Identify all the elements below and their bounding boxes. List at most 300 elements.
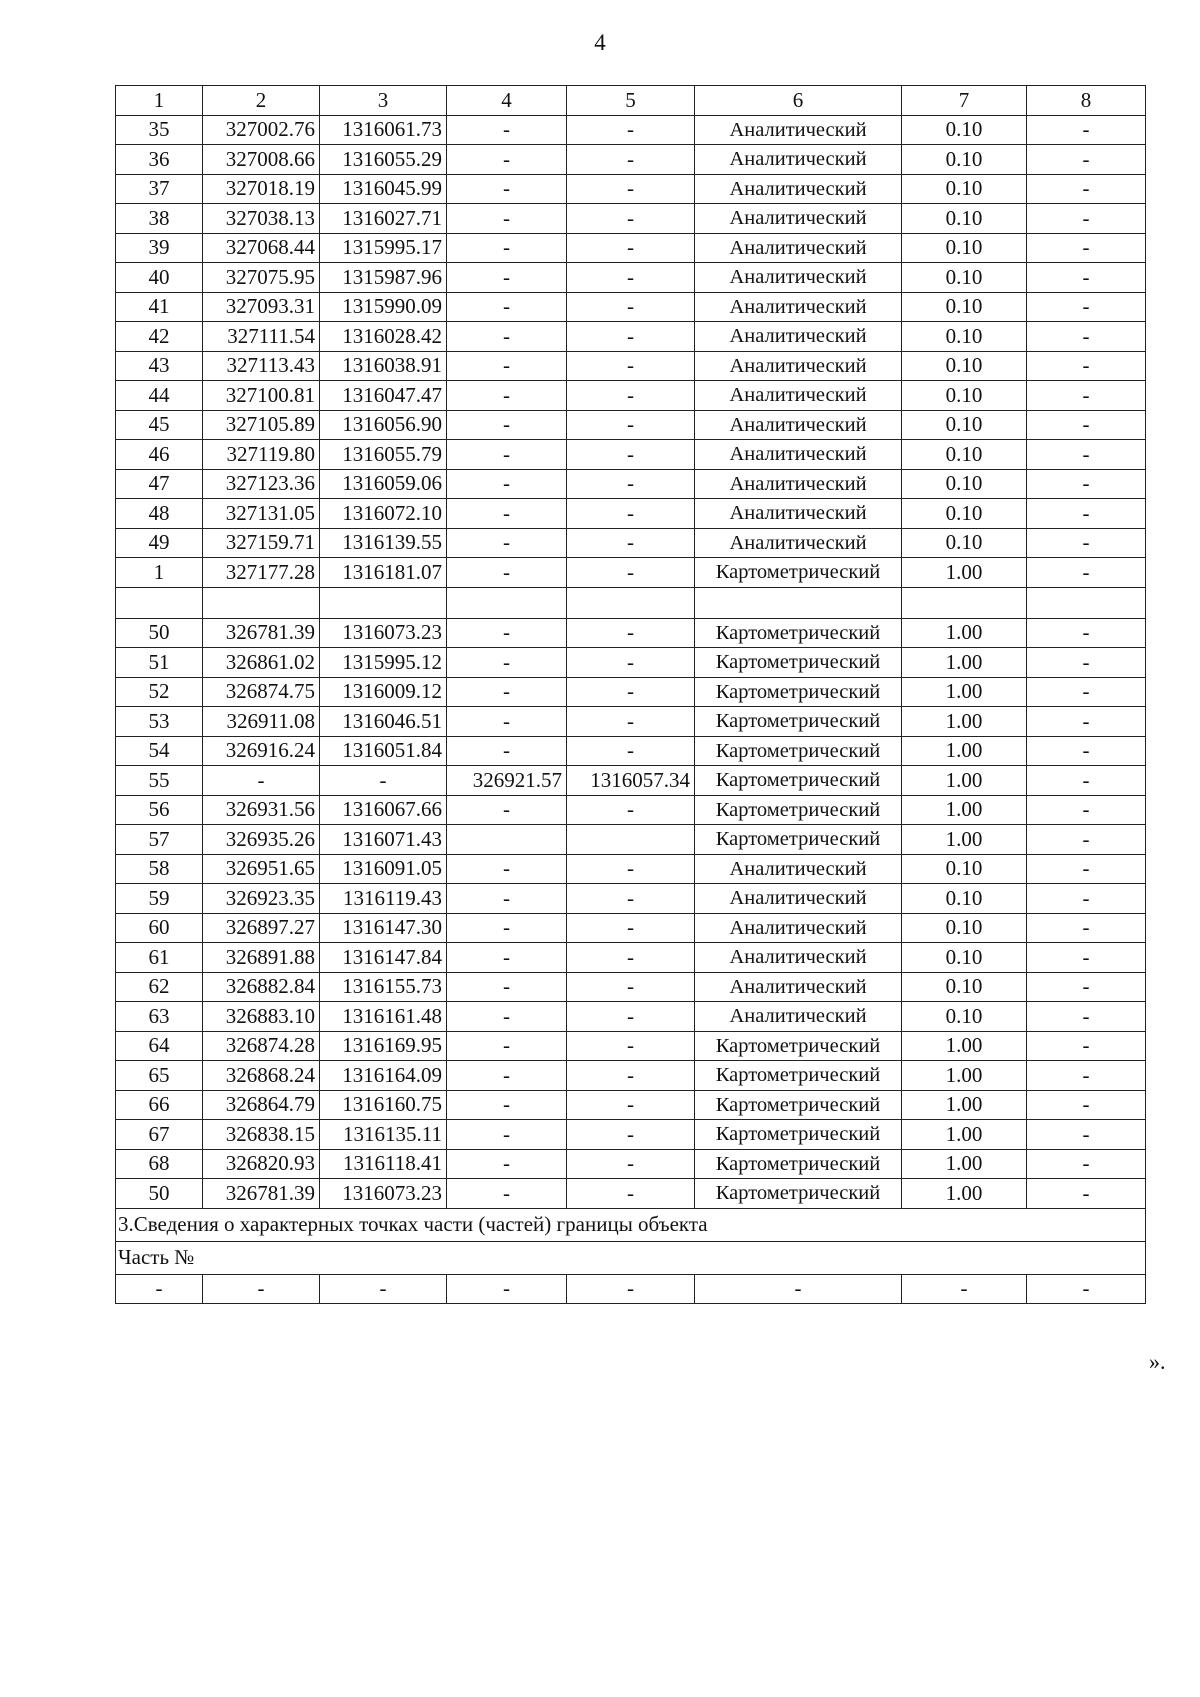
cell-y-coordinate: 1316091.05 — [320, 854, 447, 884]
cell-accuracy: 0.10 — [902, 292, 1027, 322]
cell-y-new-coordinate: - — [567, 174, 695, 204]
cell-x-coordinate: 327075.95 — [203, 263, 320, 293]
table-row — [116, 618, 1146, 648]
closing-quote-mark: ». — [1149, 1349, 1166, 1374]
cell-method: Аналитический — [695, 115, 902, 145]
cell-point-number: 63 — [116, 1002, 203, 1032]
table-row — [116, 499, 1146, 529]
cell-y-new-coordinate: - — [567, 707, 695, 737]
cell-point-number: 37 — [116, 174, 203, 204]
cell-y-new-coordinate: 1316057.34 — [567, 766, 695, 796]
cell-accuracy: 1.00 — [902, 795, 1027, 825]
cell-accuracy: 1.00 — [902, 618, 1027, 648]
table-row — [116, 1179, 1146, 1209]
cell-y-coordinate: 1316169.95 — [320, 1031, 447, 1061]
table-row — [116, 174, 1146, 204]
cell-point-number: 46 — [116, 440, 203, 470]
cell-method: Аналитический — [695, 263, 902, 293]
cell-method: Аналитический — [695, 145, 902, 175]
cell-y-new-coordinate: - — [567, 351, 695, 381]
cell-y-coordinate: 1316055.79 — [320, 440, 447, 470]
cell-method: Аналитический — [695, 233, 902, 263]
cell-x-coordinate: 326897.27 — [203, 913, 320, 943]
cell-y-coordinate: 1315995.12 — [320, 648, 447, 678]
cell-y-new-coordinate: - — [567, 1274, 695, 1304]
table-row — [116, 145, 1146, 175]
cell-method: Аналитический — [695, 943, 902, 973]
cell-y-new-coordinate: - — [567, 410, 695, 440]
cell-y-coordinate: 1316047.47 — [320, 381, 447, 411]
cell-x-new-coordinate: - — [447, 618, 567, 648]
cell-accuracy: 1.00 — [902, 1061, 1027, 1091]
cell-x-new-coordinate: - — [447, 115, 567, 145]
cell-y-new-coordinate: - — [567, 322, 695, 352]
cell-y-new-coordinate: - — [567, 677, 695, 707]
cell-accuracy: 1.00 — [902, 707, 1027, 737]
column-header: 2 — [203, 86, 320, 116]
part-row — [116, 1274, 1146, 1304]
cell-y-coordinate: 1316073.23 — [320, 1179, 447, 1209]
cell-x-new-coordinate: - — [447, 145, 567, 175]
cell-x-coordinate: 326838.15 — [203, 1120, 320, 1150]
cell-description: - — [1027, 1120, 1146, 1150]
cell-accuracy: 0.10 — [902, 381, 1027, 411]
cell-method: Аналитический — [695, 469, 902, 499]
cell-method: Картометрический — [695, 736, 902, 766]
cell-method: Картометрический — [695, 1090, 902, 1120]
table-row — [116, 233, 1146, 263]
cell-point-number: 47 — [116, 469, 203, 499]
cell-x-new-coordinate: - — [447, 1090, 567, 1120]
cell-method: Аналитический — [695, 351, 902, 381]
cell-x-new-coordinate: - — [447, 884, 567, 914]
cell-point-number: 60 — [116, 913, 203, 943]
cell-y-new-coordinate: - — [567, 913, 695, 943]
cell-x-new-coordinate: - — [447, 233, 567, 263]
cell-description: - — [1027, 1149, 1146, 1179]
table-body — [116, 86, 1146, 1304]
cell-description: - — [1027, 440, 1146, 470]
cell-point-number: 49 — [116, 528, 203, 558]
cell-accuracy: 0.10 — [902, 972, 1027, 1002]
cell-x-new-coordinate: - — [447, 1002, 567, 1032]
cell-y-new-coordinate — [567, 825, 695, 855]
cell-accuracy: 1.00 — [902, 766, 1027, 796]
table-row — [116, 707, 1146, 737]
section-title: 3.Сведения о характерных точках части (частей) границы объекта — [116, 1208, 1146, 1241]
cell-x-coordinate: 327131.05 — [203, 499, 320, 529]
cell-y-new-coordinate: - — [567, 1179, 695, 1209]
cell-point-number — [116, 587, 203, 618]
table-row — [116, 1090, 1146, 1120]
cell-x-coordinate: 327111.54 — [203, 322, 320, 352]
cell-method: Аналитический — [695, 174, 902, 204]
cell-x-coordinate — [203, 587, 320, 618]
cell-x-new-coordinate — [447, 587, 567, 618]
cell-y-coordinate: - — [320, 766, 447, 796]
cell-description: - — [1027, 736, 1146, 766]
cell-accuracy: 0.10 — [902, 410, 1027, 440]
cell-y-coordinate: 1315990.09 — [320, 292, 447, 322]
cell-y-coordinate: 1316059.06 — [320, 469, 447, 499]
cell-x-coordinate: - — [203, 1274, 320, 1304]
cell-x-new-coordinate: - — [447, 1179, 567, 1209]
cell-accuracy: 0.10 — [902, 322, 1027, 352]
cell-method: Картометрический — [695, 648, 902, 678]
cell-x-new-coordinate: - — [447, 795, 567, 825]
cell-point-number: 56 — [116, 795, 203, 825]
cell-description: - — [1027, 1031, 1146, 1061]
cell-method: Аналитический — [695, 322, 902, 352]
cell-x-new-coordinate: - — [447, 707, 567, 737]
cell-x-coordinate: 326882.84 — [203, 972, 320, 1002]
cell-x-coordinate: 327038.13 — [203, 204, 320, 234]
cell-x-coordinate: 327100.81 — [203, 381, 320, 411]
cell-x-new-coordinate: - — [447, 1120, 567, 1150]
cell-description: - — [1027, 204, 1146, 234]
cell-accuracy: 0.10 — [902, 943, 1027, 973]
cell-x-coordinate: 327113.43 — [203, 351, 320, 381]
cell-y-coordinate: 1316139.55 — [320, 528, 447, 558]
cell-accuracy: 0.10 — [902, 204, 1027, 234]
cell-method: Аналитический — [695, 972, 902, 1002]
cell-y-coordinate: 1316073.23 — [320, 618, 447, 648]
cell-description: - — [1027, 499, 1146, 529]
cell-x-coordinate: 326868.24 — [203, 1061, 320, 1091]
cell-y-coordinate: 1316164.09 — [320, 1061, 447, 1091]
cell-x-coordinate: 326861.02 — [203, 648, 320, 678]
cell-point-number: 52 — [116, 677, 203, 707]
cell-y-coordinate: 1316071.43 — [320, 825, 447, 855]
cell-x-coordinate: 326781.39 — [203, 1179, 320, 1209]
cell-point-number: - — [116, 1274, 203, 1304]
cell-method: Картометрический — [695, 707, 902, 737]
cell-description: - — [1027, 528, 1146, 558]
cell-description: - — [1027, 292, 1146, 322]
cell-method: Аналитический — [695, 410, 902, 440]
cell-x-new-coordinate: - — [447, 204, 567, 234]
header-row — [116, 86, 1146, 116]
cell-x-new-coordinate: - — [447, 1061, 567, 1091]
cell-y-new-coordinate: - — [567, 145, 695, 175]
cell-description: - — [1027, 115, 1146, 145]
cell-accuracy: 0.10 — [902, 440, 1027, 470]
cell-x-new-coordinate: - — [447, 322, 567, 352]
cell-y-new-coordinate: - — [567, 943, 695, 973]
cell-accuracy: 0.10 — [902, 263, 1027, 293]
cell-description: - — [1027, 558, 1146, 588]
cell-point-number: 51 — [116, 648, 203, 678]
cell-y-new-coordinate: - — [567, 115, 695, 145]
cell-method: Картометрический — [695, 1031, 902, 1061]
cell-point-number: 45 — [116, 410, 203, 440]
cell-x-coordinate: 326820.93 — [203, 1149, 320, 1179]
cell-accuracy: 0.10 — [902, 528, 1027, 558]
cell-description: - — [1027, 410, 1146, 440]
cell-description: - — [1027, 351, 1146, 381]
cell-y-coordinate: 1316155.73 — [320, 972, 447, 1002]
cell-y-new-coordinate: - — [567, 381, 695, 411]
column-header: 5 — [567, 86, 695, 116]
cell-accuracy: 0.10 — [902, 469, 1027, 499]
cell-description: - — [1027, 1090, 1146, 1120]
table-row — [116, 558, 1146, 588]
table-row — [116, 1149, 1146, 1179]
column-header: 1 — [116, 86, 203, 116]
cell-x-coordinate: 326864.79 — [203, 1090, 320, 1120]
cell-accuracy: 0.10 — [902, 145, 1027, 175]
cell-method: Аналитический — [695, 528, 902, 558]
cell-method: Картометрический — [695, 1149, 902, 1179]
cell-accuracy: 1.00 — [902, 648, 1027, 678]
cell-y-new-coordinate: - — [567, 1149, 695, 1179]
cell-x-coordinate: 326911.08 — [203, 707, 320, 737]
column-header: 4 — [447, 86, 567, 116]
cell-x-new-coordinate: - — [447, 854, 567, 884]
section-title-row — [116, 1208, 1146, 1241]
table-row — [116, 1061, 1146, 1091]
cell-x-new-coordinate: - — [447, 469, 567, 499]
cell-description: - — [1027, 469, 1146, 499]
table-row — [116, 972, 1146, 1002]
cell-y-coordinate: 1316061.73 — [320, 115, 447, 145]
cell-y-coordinate: - — [320, 1274, 447, 1304]
cell-y-new-coordinate: - — [567, 1031, 695, 1061]
cell-point-number: 50 — [116, 1179, 203, 1209]
cell-x-coordinate: 326916.24 — [203, 736, 320, 766]
cell-y-new-coordinate: - — [567, 499, 695, 529]
cell-x-coordinate: 327018.19 — [203, 174, 320, 204]
cell-point-number: 61 — [116, 943, 203, 973]
cell-x-new-coordinate: - — [447, 440, 567, 470]
cell-description: - — [1027, 766, 1146, 796]
cell-x-coordinate: 326891.88 — [203, 943, 320, 973]
cell-point-number: 65 — [116, 1061, 203, 1091]
cell-x-coordinate: 326874.75 — [203, 677, 320, 707]
cell-method: Картометрический — [695, 1120, 902, 1150]
cell-x-coordinate: 326951.65 — [203, 854, 320, 884]
cell-x-coordinate: 327068.44 — [203, 233, 320, 263]
table-row — [116, 1120, 1146, 1150]
table-row — [116, 440, 1146, 470]
cell-y-new-coordinate: - — [567, 1090, 695, 1120]
cell-x-new-coordinate: - — [447, 292, 567, 322]
cell-y-coordinate: 1316147.84 — [320, 943, 447, 973]
column-header: 3 — [320, 86, 447, 116]
cell-accuracy: 0.10 — [902, 1002, 1027, 1032]
cell-description: - — [1027, 884, 1146, 914]
cell-point-number: 58 — [116, 854, 203, 884]
table-row — [116, 913, 1146, 943]
cell-method: Картометрический — [695, 766, 902, 796]
cell-x-new-coordinate: - — [447, 381, 567, 411]
cell-method: Картометрический — [695, 558, 902, 588]
cell-point-number: 41 — [116, 292, 203, 322]
cell-y-new-coordinate: - — [567, 233, 695, 263]
cell-y-new-coordinate: - — [567, 292, 695, 322]
cell-description: - — [1027, 1002, 1146, 1032]
cell-point-number: 62 — [116, 972, 203, 1002]
table-row — [116, 469, 1146, 499]
cell-point-number: 1 — [116, 558, 203, 588]
cell-x-coordinate: 326781.39 — [203, 618, 320, 648]
cell-method: Картометрический — [695, 795, 902, 825]
cell-accuracy: 0.10 — [902, 115, 1027, 145]
cell-x-coordinate: 327159.71 — [203, 528, 320, 558]
cell-method: Картометрический — [695, 1061, 902, 1091]
cell-x-coordinate: 327002.76 — [203, 115, 320, 145]
table-row — [116, 736, 1146, 766]
cell-accuracy: 1.00 — [902, 1179, 1027, 1209]
cell-y-new-coordinate — [567, 587, 695, 618]
table-row — [116, 677, 1146, 707]
cell-point-number: 40 — [116, 263, 203, 293]
cell-x-new-coordinate: - — [447, 1031, 567, 1061]
table-row — [116, 410, 1146, 440]
cell-y-coordinate: 1316160.75 — [320, 1090, 447, 1120]
cell-y-coordinate: 1316119.43 — [320, 884, 447, 914]
coordinates-table — [115, 85, 1146, 1304]
cell-description: - — [1027, 707, 1146, 737]
cell-x-new-coordinate: - — [447, 528, 567, 558]
cell-description: - — [1027, 825, 1146, 855]
cell-accuracy: 1.00 — [902, 1090, 1027, 1120]
cell-method: Картометрический — [695, 1179, 902, 1209]
cell-x-new-coordinate: - — [447, 351, 567, 381]
cell-method: Аналитический — [695, 854, 902, 884]
cell-y-coordinate: 1316072.10 — [320, 499, 447, 529]
cell-description: - — [1027, 648, 1146, 678]
cell-y-coordinate: 1316181.07 — [320, 558, 447, 588]
cell-x-coordinate: 327008.66 — [203, 145, 320, 175]
cell-y-new-coordinate: - — [567, 1120, 695, 1150]
cell-accuracy: 1.00 — [902, 558, 1027, 588]
column-header: 6 — [695, 86, 902, 116]
cell-description — [1027, 587, 1146, 618]
cell-point-number: 42 — [116, 322, 203, 352]
cell-method — [695, 587, 902, 618]
cell-x-new-coordinate: - — [447, 174, 567, 204]
cell-y-coordinate: 1316009.12 — [320, 677, 447, 707]
cell-point-number: 67 — [116, 1120, 203, 1150]
table-row — [116, 854, 1146, 884]
cell-x-coordinate: 327177.28 — [203, 558, 320, 588]
cell-accuracy: 0.10 — [902, 884, 1027, 914]
column-header: 7 — [902, 86, 1027, 116]
table-row — [116, 528, 1146, 558]
cell-accuracy: 1.00 — [902, 736, 1027, 766]
cell-accuracy: 1.00 — [902, 1031, 1027, 1061]
cell-y-coordinate: 1316055.29 — [320, 145, 447, 175]
cell-x-new-coordinate: - — [447, 263, 567, 293]
cell-x-new-coordinate: - — [447, 736, 567, 766]
table-row — [116, 884, 1146, 914]
cell-accuracy: 1.00 — [902, 1120, 1027, 1150]
cell-x-new-coordinate: - — [447, 1274, 567, 1304]
cell-accuracy: 1.00 — [902, 1149, 1027, 1179]
cell-y-coordinate: 1316027.71 — [320, 204, 447, 234]
cell-accuracy — [902, 587, 1027, 618]
cell-y-coordinate — [320, 587, 447, 618]
column-header: 8 — [1027, 86, 1146, 116]
cell-point-number: 59 — [116, 884, 203, 914]
table-row — [116, 825, 1146, 855]
cell-y-new-coordinate: - — [567, 440, 695, 470]
cell-y-coordinate: 1316051.84 — [320, 736, 447, 766]
cell-description: - — [1027, 1274, 1146, 1304]
cell-y-coordinate: 1316118.41 — [320, 1149, 447, 1179]
cell-description: - — [1027, 943, 1146, 973]
cell-point-number: 43 — [116, 351, 203, 381]
cell-y-coordinate: 1316161.48 — [320, 1002, 447, 1032]
cell-description: - — [1027, 381, 1146, 411]
empty-separator-row — [116, 587, 1146, 618]
cell-point-number: 66 — [116, 1090, 203, 1120]
cell-method: Аналитический — [695, 381, 902, 411]
cell-point-number: 44 — [116, 381, 203, 411]
cell-x-new-coordinate: - — [447, 499, 567, 529]
cell-x-coordinate: 326883.10 — [203, 1002, 320, 1032]
cell-point-number: 48 — [116, 499, 203, 529]
table-row — [116, 115, 1146, 145]
cell-method: Картометрический — [695, 825, 902, 855]
table-row — [116, 381, 1146, 411]
table-row — [116, 292, 1146, 322]
table-row — [116, 648, 1146, 678]
cell-accuracy: 0.10 — [902, 854, 1027, 884]
cell-point-number: 36 — [116, 145, 203, 175]
table-row — [116, 351, 1146, 381]
cell-y-new-coordinate: - — [567, 854, 695, 884]
cell-description: - — [1027, 322, 1146, 352]
cell-description: - — [1027, 145, 1146, 175]
cell-x-new-coordinate: - — [447, 1149, 567, 1179]
cell-x-coordinate: 326923.35 — [203, 884, 320, 914]
cell-description: - — [1027, 618, 1146, 648]
cell-y-new-coordinate: - — [567, 558, 695, 588]
cell-description: - — [1027, 263, 1146, 293]
cell-description: - — [1027, 972, 1146, 1002]
cell-y-new-coordinate: - — [567, 736, 695, 766]
page-number: 4 — [594, 30, 606, 55]
cell-point-number: 55 — [116, 766, 203, 796]
cell-y-new-coordinate: - — [567, 648, 695, 678]
cell-y-coordinate: 1316046.51 — [320, 707, 447, 737]
cell-method: Аналитический — [695, 499, 902, 529]
cell-y-new-coordinate: - — [567, 263, 695, 293]
cell-y-coordinate: 1316147.30 — [320, 913, 447, 943]
cell-method: - — [695, 1274, 902, 1304]
cell-y-new-coordinate: - — [567, 972, 695, 1002]
cell-x-coordinate: 326935.26 — [203, 825, 320, 855]
cell-x-coordinate: 327105.89 — [203, 410, 320, 440]
cell-y-coordinate: 1316038.91 — [320, 351, 447, 381]
cell-point-number: 53 — [116, 707, 203, 737]
cell-method: Аналитический — [695, 1002, 902, 1032]
cell-description: - — [1027, 174, 1146, 204]
cell-y-coordinate: 1316056.90 — [320, 410, 447, 440]
cell-accuracy: 0.10 — [902, 174, 1027, 204]
cell-x-coordinate: - — [203, 766, 320, 796]
cell-x-new-coordinate: - — [447, 943, 567, 973]
cell-description: - — [1027, 233, 1146, 263]
cell-x-new-coordinate: - — [447, 648, 567, 678]
cell-x-new-coordinate: - — [447, 972, 567, 1002]
cell-method: Картометрический — [695, 618, 902, 648]
table-row — [116, 204, 1146, 234]
cell-description: - — [1027, 854, 1146, 884]
cell-point-number: 64 — [116, 1031, 203, 1061]
